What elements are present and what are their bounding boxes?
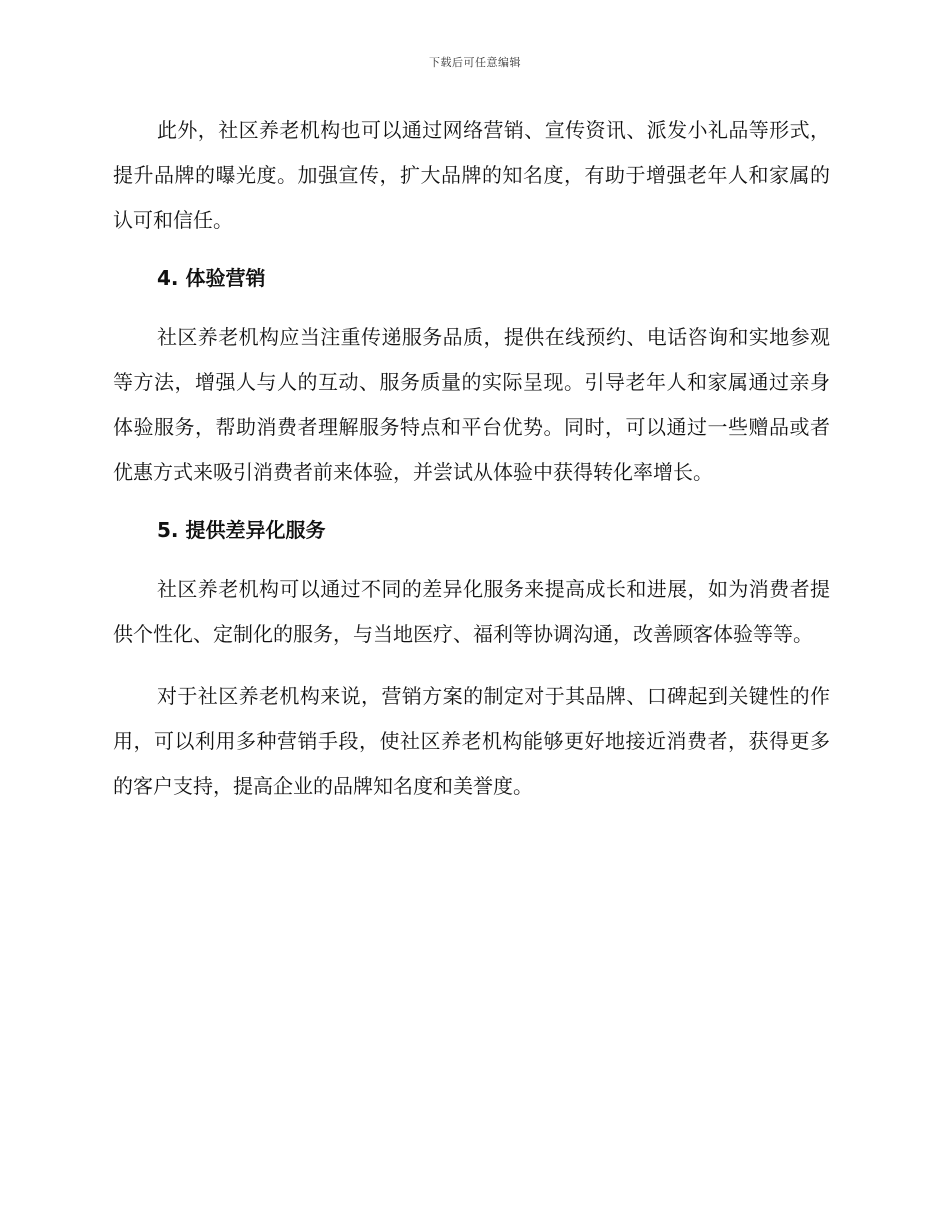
- paragraph-differentiated-service: 社区养老机构可以通过不同的差异化服务来提高成长和进展，如为消费者提供个性化、定制化的服务，与当地医疗、福利等协调沟通，改善顾客体验等等。: [113, 577, 830, 646]
- paragraph-experience-marketing: 社区养老机构应当注重传递服务品质，提供在线预约、电话咨询和实地参观等方法，增强人与人的互动、服务质量的实际呈现。引导老年人和家属通过亲身体验服务，帮助消费者理解服务特点和平台优势。同时，可以通过一些赠品或者优惠方式来吸引消费者前来体验，并尝试从体验中获得转化率增长。: [113, 325, 830, 484]
- page-header: 下载后可任意编辑: [429, 56, 521, 69]
- paragraph-conclusion: 对于社区养老机构来说，营销方案的制定对于其品牌、口碑起到关键性的作用，可以利用多种营销手段，使社区养老机构能够更好地接近消费者，获得更多的客户支持，提高企业的品牌知名度和美誉度。: [113, 684, 830, 798]
- section-heading-differentiated-service: 5. 提供差异化服务: [157, 518, 326, 542]
- document-body: [113, 108, 830, 826]
- section-heading-experience-marketing: 4. 体验营销: [157, 266, 266, 290]
- paragraph-promotion: 此外，社区养老机构也可以通过网络营销、宣传资讯、派发小礼品等形式，提升品牌的曝光度。加强宣传，扩大品牌的知名度，有助于增强老年人和家属的认可和信任。: [113, 118, 830, 232]
